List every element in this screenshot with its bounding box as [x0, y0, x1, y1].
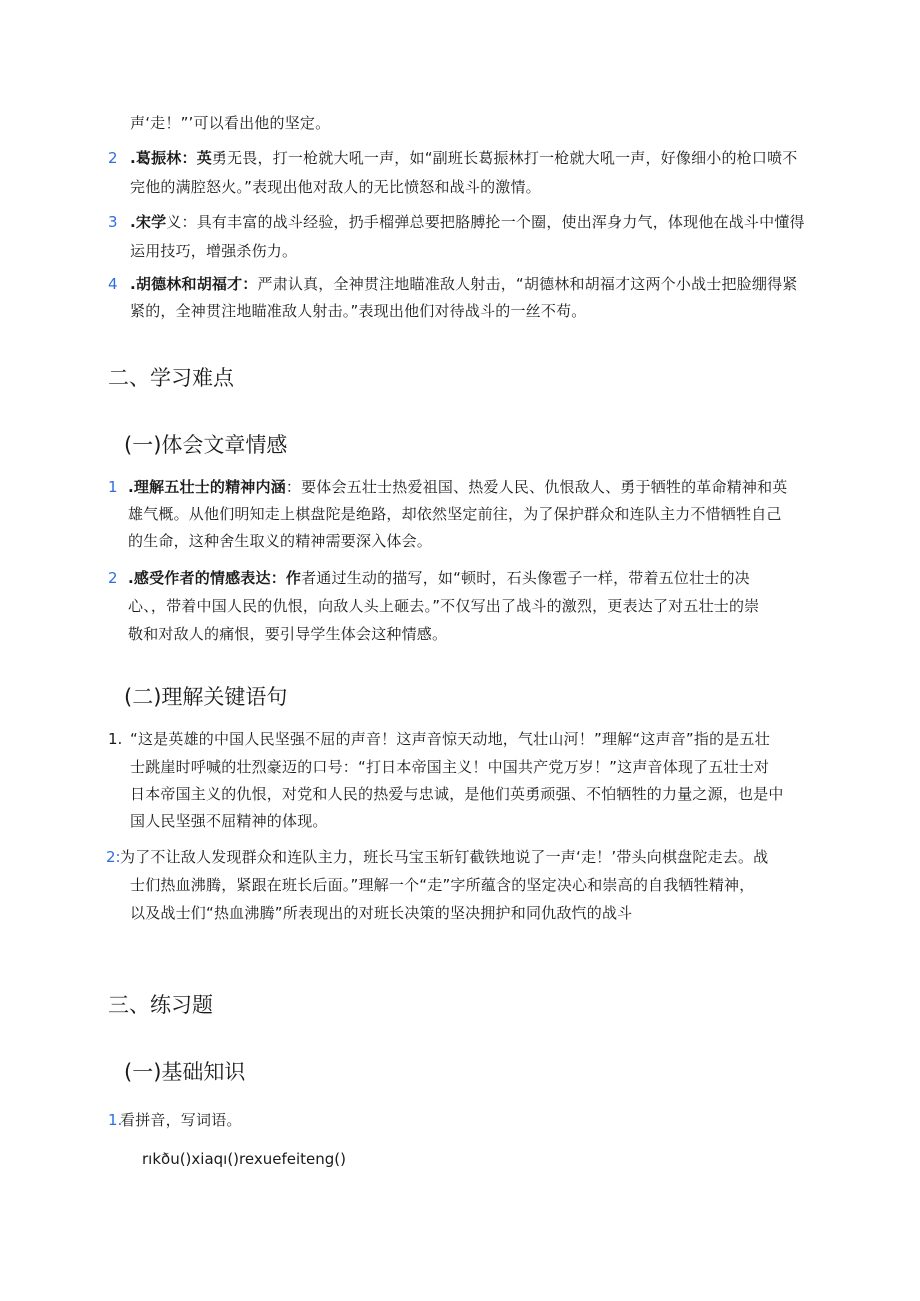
item-text: 心、，带着中国人民的仇恨，向敌人头上砸去。”不仅写出了战斗的激烈，更表达了对五壮士的崇	[128, 597, 760, 615]
item-text: 士们热血沸腾，紧跟在班长后面。”理解一个“走”字所蕴含的坚定决心和崇高的自我牺牲精神，	[130, 876, 755, 894]
section-heading: 三、练习题	[108, 993, 213, 1017]
item-text: 国人民坚强不屈精神的体现。	[130, 812, 328, 830]
item-text: 的生命，这种舍生取义的精神需要深入体会。	[128, 532, 433, 550]
item-text: 严肃认真，全神贯注地瞄准敌人射击，“胡德林和胡福才这两个小战士把脸绷得紧	[257, 275, 798, 293]
list-number: 4	[108, 275, 118, 293]
item-text: 日本帝国主义的仇恨，对党和人民的热爱与忠诚，是他们英勇顽强、不怕牺牲的力量之源，也是中	[130, 785, 784, 803]
item-text: 为了不让敌人发现群众和连队主力，班长马宝玉斩钉截铁地说了一声‘走！’带头向棋盘陀走去。战	[120, 848, 769, 866]
item-bold-lead: .理解五壮士的精神内涵	[128, 478, 286, 496]
item-text: 敬和对敌人的痛恨，要引导学生体会这种情感。	[128, 625, 448, 643]
list-number: 2:	[106, 848, 121, 866]
item-text: 勇无畏，打一枪就大吼一声，如“副班长葛振林打一枪就大吼一声，好像细小的枪口喷不	[211, 149, 798, 167]
paragraph-line: 声‘走！”’可以看出他的坚定。	[130, 114, 331, 132]
item-text: 者通过生动的描写，如“顿时，石头像雹子一样，带着五位壮士的决	[301, 569, 750, 587]
item-text: 运用技巧，增强杀伤力。	[130, 242, 298, 260]
list-number: 1.	[108, 1111, 123, 1129]
pinyin-prompt: rıkðu()xiaqı()rexuefeiteng()	[142, 1150, 346, 1168]
list-number: 2	[108, 569, 118, 587]
subsection-heading: (二)理解关键语句	[124, 685, 288, 709]
item-bold-lead: .葛振林：英	[130, 149, 212, 167]
item-text: 紧的，全神贯注地瞄准敌人射击。”表现出他们对待战斗的一丝不苟。	[130, 302, 587, 320]
section-heading: 二、学习难点	[108, 366, 234, 390]
item-text: 雄气概。从他们明知走上棋盘陀是绝路，却依然坚定前往，为了保护群众和连队主力不惜牺牲自己	[128, 505, 782, 523]
item-text: 义：具有丰富的战斗经验，扔手榴弹总要把胳膊抡一个圈，使出浑身力气，体现他在战斗中懂得	[166, 213, 805, 231]
item-text: 士跳崖时呼喊的壮烈豪迈的口号：“打日本帝国主义！中国共产党万岁！”这声音体现了五壮士对	[130, 758, 770, 776]
list-number: 2	[108, 149, 118, 167]
item-text: 完他的满腔怒火。”表现出他对敌人的无比愤怒和战斗的激情。	[130, 178, 541, 196]
subsection-heading: (一)基础知识	[124, 1060, 246, 1084]
subsection-heading: (一)体会文章情感	[124, 433, 288, 457]
list-number: 1	[108, 478, 118, 496]
item-text: “这是英雄的中国人民坚强不屈的声音！这声音惊天动地，气壮山河！”理解“这声音”指的是五壮	[130, 730, 770, 748]
list-number: 3	[108, 213, 118, 231]
item-text: 以及战士们“热血沸腾”所表现出的对班长决策的坚决拥护和同仇敌忾的战斗	[130, 904, 633, 922]
item-text: ：要体会五壮士热爱祖国、热爱人民、仇恨敌人、勇于牺牲的革命精神和英	[285, 478, 788, 496]
item-bold-lead: .宋学	[130, 213, 167, 231]
item-bold-lead: .感受作者的情感表达：作	[128, 569, 302, 587]
list-number: 1.	[108, 730, 123, 748]
item-bold-lead: .胡德林和胡福才：	[130, 275, 258, 293]
exercise-instruction: 看拼音，写词语。	[120, 1111, 242, 1129]
